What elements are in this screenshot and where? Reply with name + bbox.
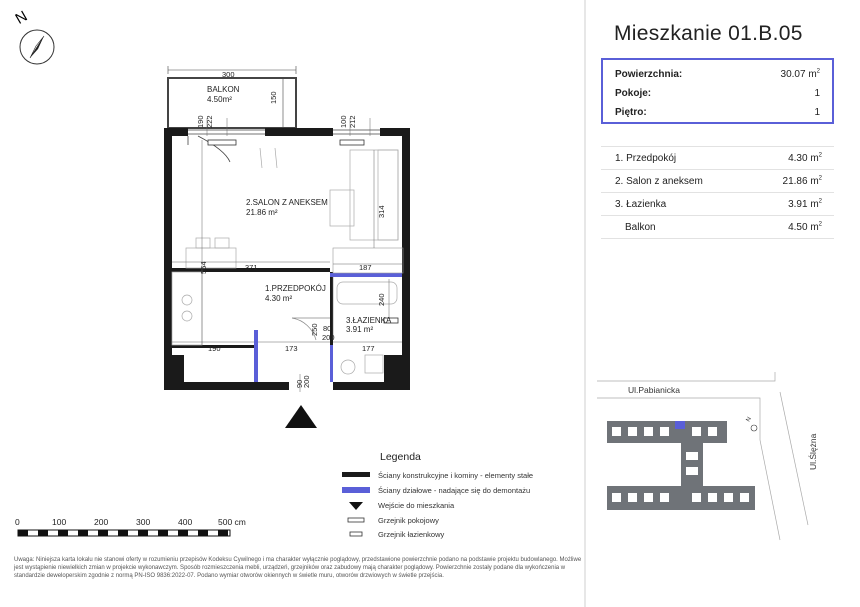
- rooms-count-row: [615, 88, 820, 102]
- dim-300: 300: [222, 70, 235, 79]
- floor-row: [615, 107, 820, 121]
- dim-187: 187: [359, 263, 372, 272]
- dim-90: 90: [295, 379, 304, 388]
- room-area: 4.50 m: [788, 222, 819, 233]
- apartment-title: Mieszkanie 01.B.05: [614, 22, 803, 45]
- bath-name: 3.ŁAZIENKA: [346, 316, 392, 325]
- legend-item-partition: Ściany działowe - nadające się do demontażu: [378, 486, 531, 495]
- balcony-name: BALKON: [207, 85, 240, 94]
- scale-tick-2: 200: [94, 517, 109, 527]
- room-row: [601, 170, 834, 193]
- dim-190a: 190: [196, 115, 205, 128]
- area-value: 30.07 m: [780, 69, 817, 80]
- rooms-count-label: Pokoje:: [615, 88, 652, 99]
- disclaimer-note: Uwaga: Niniejsza karta lokalu nie stanowi oferty w rozumieniu przepisów Kodeksu Cywilnego i ma charakter wyłącznie poglądowy, przedstawione powierzchnie podano na podstawie projektu budowlanego. Możliwe jest wystąpienie niewielkich zmian w projekcie wykonawczym. Sposób rozmieszczenia mebli, urządzeń, grzejników oraz zabudowy mają charakter poglądowy. Powierzchnie zostały podane dla wykończenia w standardzie deweloperskim zgodnie z normą PN-ISO 9836:2022-07. Podano wymiar otworów okiennych w świetle muru, otworów drzwiowych w świetle przejścia.: [14, 557, 582, 579]
- site-highlight-apartment: [675, 421, 685, 429]
- room-name: 2. Salon z aneksem: [615, 176, 703, 187]
- dim-200a: 200: [322, 333, 335, 342]
- area-unit-sup: 2: [816, 68, 820, 75]
- north-compass: [13, 8, 54, 64]
- scale-tick-5: 500 cm: [218, 517, 246, 527]
- dim-371: 371: [245, 263, 258, 272]
- legend-symbols: [342, 472, 370, 536]
- room-name: 1. Przedpokój: [615, 153, 677, 164]
- room-name: Balkon: [625, 222, 656, 233]
- room-area-sup: 2: [818, 221, 822, 228]
- dim-564: 564: [199, 261, 208, 274]
- area-label: Powierzchnia:: [615, 69, 683, 80]
- dim-173: 173: [285, 344, 298, 353]
- compass-letter: N: [12, 7, 31, 28]
- salon-name: 2.SALON Z ANEKSEM: [246, 198, 328, 207]
- room-area: 3.91 m: [788, 199, 819, 210]
- balcony-area: 4.50m²: [207, 95, 232, 104]
- room-area-wrap: [788, 199, 822, 210]
- summary-box: [601, 58, 834, 124]
- legend-item-room-radiator: Grzejnik pokojowy: [378, 516, 439, 525]
- floor-value: 1: [814, 107, 820, 118]
- hall-name: 1.PRZEDPOKÓJ: [265, 284, 326, 293]
- site-compass-letter: N: [745, 416, 753, 423]
- bath-area: 3.91 m²: [346, 325, 374, 334]
- legend-item-bath-radiator: Grzejnik łazienkowy: [378, 530, 445, 539]
- dim-240: 240: [377, 293, 386, 306]
- site-map: [597, 372, 818, 540]
- street-pabianicka: Ul.Pabianicka: [628, 385, 680, 395]
- scale-tick-1: 100: [52, 517, 67, 527]
- room-area: 4.30 m: [788, 153, 819, 164]
- scale-bar: [15, 517, 246, 536]
- room-area-sup: 2: [818, 152, 822, 159]
- area-value-wrap: [781, 69, 820, 80]
- room-area-wrap: [783, 176, 822, 187]
- room-area-sup: 2: [818, 198, 822, 205]
- hall-area: 4.30 m²: [265, 294, 293, 303]
- room-row: [601, 146, 834, 170]
- site-compass-icon: [751, 425, 757, 431]
- room-row: [601, 193, 834, 216]
- room-row: [601, 216, 834, 239]
- dim-200b: 200: [302, 375, 311, 388]
- dim-80: 80: [323, 324, 332, 333]
- street-slezna: Ul.Ślężna: [808, 433, 818, 470]
- scale-tick-0: 0: [15, 517, 20, 527]
- dim-212: 212: [348, 115, 357, 128]
- legend-title: Legenda: [380, 451, 421, 463]
- dim-222: 222: [205, 115, 214, 128]
- radiators: [208, 140, 398, 323]
- dim-314: 314: [377, 205, 386, 218]
- dim-150: 150: [269, 91, 278, 104]
- scale-tick-3: 300: [136, 517, 151, 527]
- salon-area: 21.86 m²: [246, 208, 278, 217]
- furniture: [172, 148, 398, 374]
- legend-item-entrance: Wejście do mieszkania: [378, 501, 455, 510]
- room-name: 3. Łazienka: [615, 199, 667, 210]
- dim-190b: 190: [208, 344, 221, 353]
- dim-100: 100: [339, 115, 348, 128]
- room-area-sup: 2: [818, 175, 822, 182]
- room-area-wrap: [788, 222, 822, 233]
- room-area-wrap: [788, 153, 822, 164]
- rooms-table: [601, 146, 834, 239]
- dim-177: 177: [362, 344, 375, 353]
- entrance-arrow-icon: [285, 405, 317, 428]
- floor-label: Piętro:: [615, 107, 647, 118]
- dim-250: 250: [310, 323, 319, 336]
- rooms-count-value: 1: [814, 88, 820, 99]
- room-area: 21.86 m: [782, 176, 819, 187]
- scale-tick-4: 400: [178, 517, 193, 527]
- legend-item-structural: Ściany konstrukcyjne i kominy - elementy stałe: [378, 471, 534, 480]
- area-row: [615, 69, 820, 83]
